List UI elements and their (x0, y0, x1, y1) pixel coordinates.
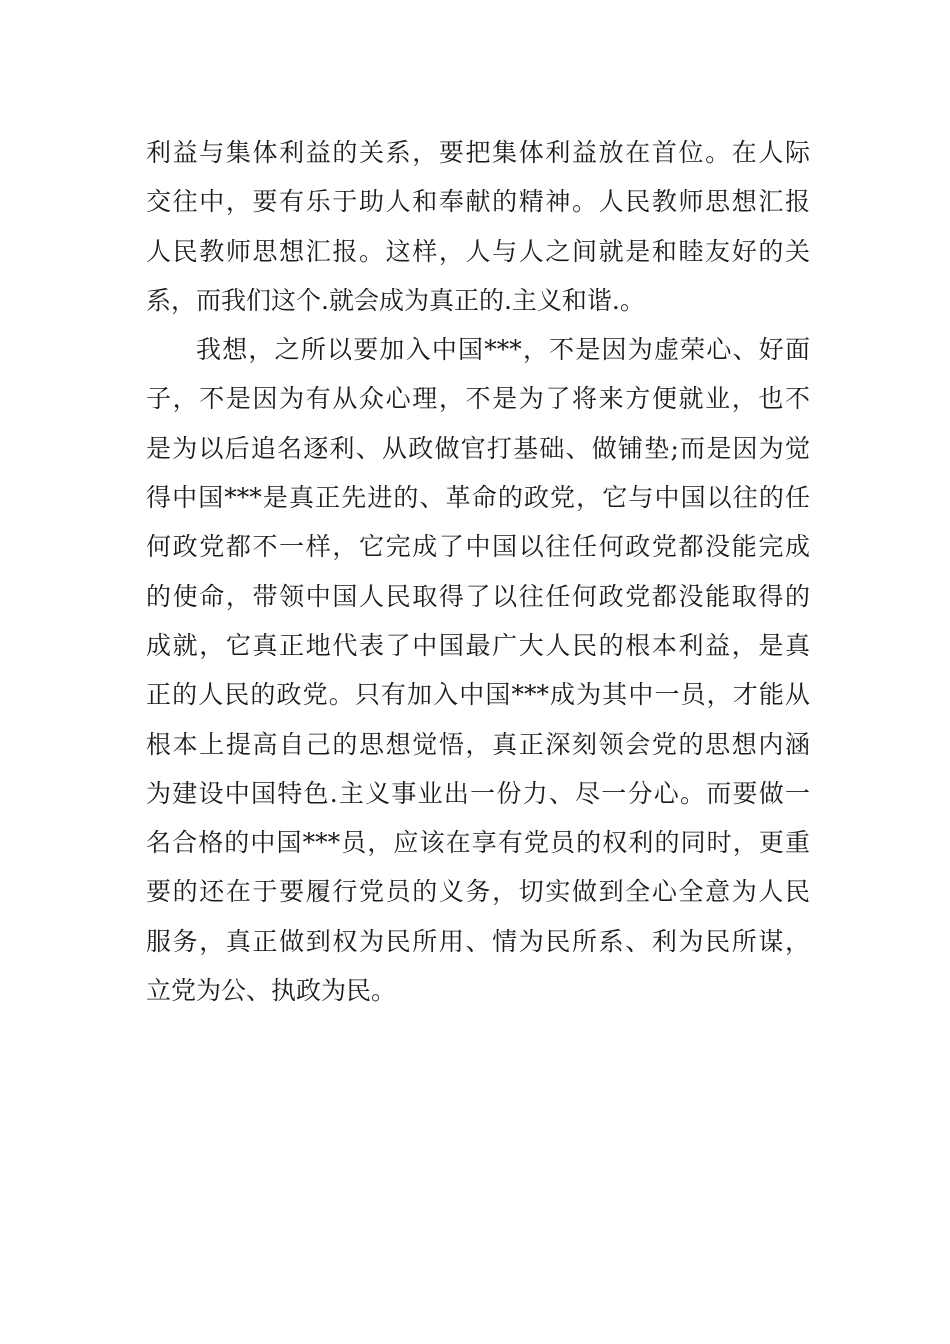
paragraph-line: 人民教师思想汇报。这样，人与人之间就是和睦友好的关 (146, 236, 810, 266)
paragraph-line: 正的人民的政党。只有加入中国***成为其中一员，才能从 (146, 680, 810, 710)
paragraph-line: 交往中，要有乐于助人和奉献的精神。人民教师思想汇报 (146, 187, 810, 217)
paragraph-line: 立党为公、执政为民。 (146, 976, 397, 1006)
paragraph-line: 何政党都不一样，它完成了中国以往任何政党都没能完成 (146, 532, 810, 562)
paragraph-line: 我想，之所以要加入中国***，不是因为虚荣心、好面 (196, 335, 810, 365)
paragraph-line: 成就，它真正地代表了中国最广大人民的根本利益，是真 (146, 630, 810, 660)
paragraph-line: 根本上提高自己的思想觉悟，真正深刻领会党的思想内涵 (146, 729, 810, 759)
paragraph-line: 为建设中国特色.主义事业出一份力、尽一分心。而要做一 (146, 778, 810, 808)
paragraph-line: 系，而我们这个.就会成为真正的.主义和谐.。 (146, 285, 645, 315)
paragraph-line: 服务，真正做到权为民所用、情为民所系、利为民所谋， (146, 926, 810, 956)
paragraph-2 (146, 325, 810, 1015)
paragraph-line: 得中国***是真正先进的、革命的政党，它与中国以往的任 (146, 483, 810, 513)
paragraph-line: 要的还在于要履行党员的义务，切实做到全心全意为人民 (146, 877, 810, 907)
paragraph-1 (146, 128, 810, 325)
paragraph-line: 名合格的中国***员，应该在享有党员的权利的同时，更重 (146, 828, 810, 858)
document-body (146, 128, 810, 1015)
paragraph-line: 利益与集体利益的关系，要把集体利益放在首位。在人际 (146, 138, 810, 167)
paragraph-line: 的使命，带领中国人民取得了以往任何政党都没能取得的 (146, 581, 810, 611)
paragraph-line: 是为以后追名逐利、从政做官打基础、做铺垫;而是因为觉 (146, 433, 810, 463)
paragraph-line: 子，不是因为有从众心理，不是为了将来方便就业，也不 (146, 384, 810, 414)
